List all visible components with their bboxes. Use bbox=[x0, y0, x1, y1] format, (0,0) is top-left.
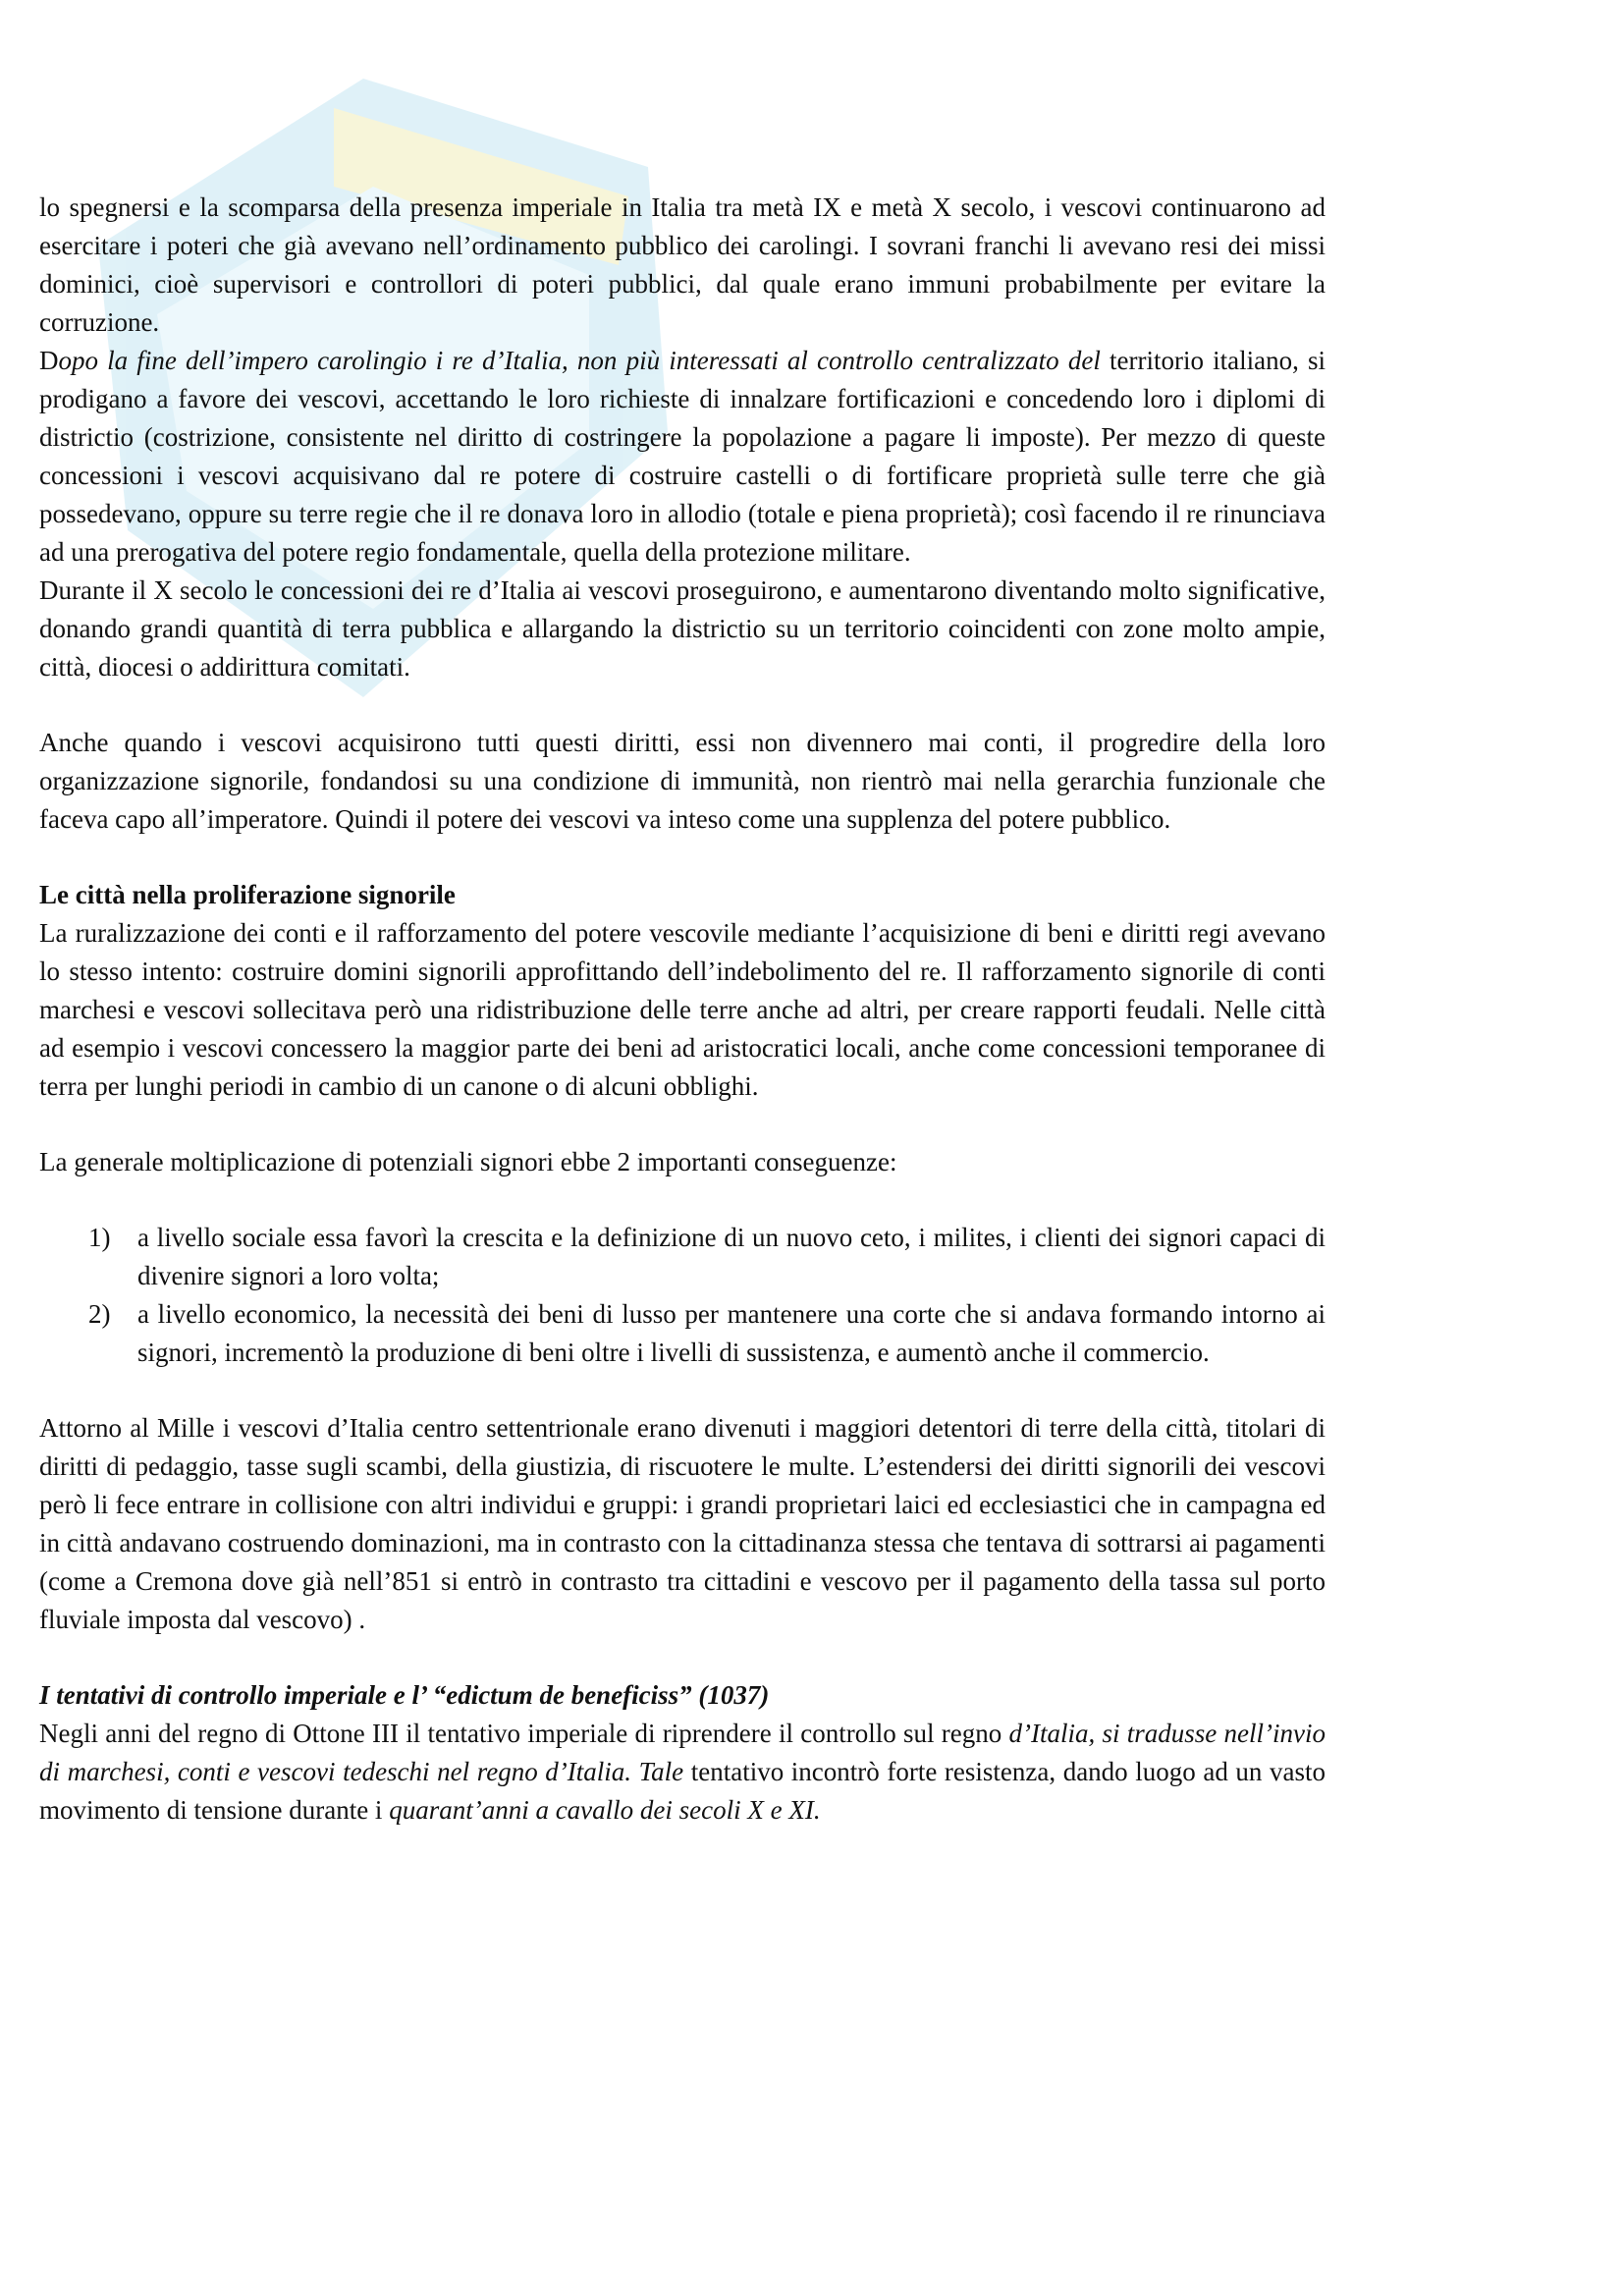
paragraph-2 bbox=[39, 342, 1326, 572]
spacer bbox=[39, 1106, 1326, 1143]
paragraph-5: La ruralizzazione dei conti e il rafforzamento del potere vescovile mediante l’acquisizione di beni e diritti regi avevano lo stesso intento: costruire domini signorili approfittando dell’indebolimento del re. Il rafforzamento signorile di conti marchesi e vescovi sollecitava però una ridistribuzione delle terre anche ad altri, per creare rapporti feudali. Nelle città ad esempio i vescovi concessero la maggior parte dei beni ad aristocratici locali, anche come concessioni temporanee di terra per lunghi periodi in cambio di un canone o di alcuni obblighi. bbox=[39, 918, 1326, 1101]
paragraph-4: Anche quando i vescovi acquisirono tutti questi diritti, essi non divennero mai conti, il progredire della loro organizzazione signorile, fondandosi su una condizione di immunità, non rientrò mai nella gerarchia funzionale che faceva capo all’imperatore. Quindi il potere dei vescovi va inteso come una supplenza del potere pubblico. bbox=[39, 728, 1326, 834]
consequences-list bbox=[39, 1219, 1326, 1372]
spacer bbox=[39, 1639, 1326, 1676]
section-heading-citta: Le città nella proliferazione signorile bbox=[39, 880, 456, 909]
list-item-number: 1) bbox=[88, 1223, 111, 1252]
paragraph-8-italic-2: quarant’anni a cavallo dei secoli X e XI. bbox=[389, 1795, 821, 1825]
spacer bbox=[39, 839, 1326, 876]
paragraph-2-lead: D bbox=[39, 346, 59, 375]
list-item bbox=[39, 1295, 1326, 1372]
section-heading-tentativi: I tentativi di controllo imperiale e l’ “edictum de beneficiss” (1037) bbox=[39, 1680, 770, 1710]
paragraph-8-italic: d’Italia, si tradusse nell’invio di marchesi, conti e vescovi tedeschi nel regno d’Italia. Tale bbox=[39, 1719, 1326, 1786]
list-item bbox=[39, 1219, 1326, 1295]
list-item-text: a livello economico, la necessità dei beni di lusso per mantenere una corte che si andava formando intorno ai signori, incrementò la produzione di beni oltre i livelli di sussistenza, e aumentò anche il commercio. bbox=[137, 1299, 1326, 1367]
spacer bbox=[39, 1181, 1326, 1219]
paragraph-7: Attorno al Mille i vescovi d’Italia centro settentrionale erano divenuti i maggiori detentori di terre della città, titolari di diritti di pedaggio, tasse sugli scambi, della giustizia, di riscuotere le multe. L’estendersi dei diritti signorili dei vescovi però li fece entrare in collisione con altri individui e gruppi: i grandi proprietari laici ed ecclesiastici che in campagna ed in città andavano costruendo dominazioni, ma in contrasto con la cittadinanza stessa che tentava di sottrarsi ai pagamenti (come a Cremona dove già nell’851 si entrò in contrasto tra cittadini e vescovo per il pagamento della tassa sul porto fluviale imposta dal vescovo) . bbox=[39, 1413, 1326, 1634]
list-item-text: a livello sociale essa favorì la crescita e la definizione di un nuovo ceto, i milites, i clienti dei signori capaci di divenire signori a loro volta; bbox=[137, 1223, 1326, 1290]
paragraph-8-plain: Negli anni del regno di Ottone III il tentativo imperiale di riprendere il controllo sul regno bbox=[39, 1719, 1009, 1748]
spacer bbox=[39, 686, 1326, 724]
list-item-number: 2) bbox=[88, 1299, 111, 1329]
spacer bbox=[39, 1372, 1326, 1409]
paragraph-1: lo spegnersi e la scomparsa della presenza imperiale in Italia tra metà IX e metà X secolo, i vescovi continuarono ad esercitare i poteri che già avevano nell’ordinamento pubblico dei carolingi. I sovrani franchi li avevano resi dei missi dominici, cioè supervisori e controllori di poteri pubblici, dal quale erano immuni probabilmente per evitare la corruzione. bbox=[39, 192, 1326, 337]
paragraph-6: La generale moltiplicazione di potenziali signori ebbe 2 importanti conseguenze: bbox=[39, 1147, 897, 1176]
paragraph-2-italic: opo la fine dell’impero carolingio i re d’Italia, non più interessati al controllo centralizzato del bbox=[58, 346, 1101, 375]
paragraph-8 bbox=[39, 1715, 1326, 1830]
paragraph-8-plain-2: tentativo incontrò forte resistenza, dando luogo ad un vasto movimento di tensione durante i bbox=[39, 1757, 1326, 1825]
document-page bbox=[39, 189, 1326, 1830]
paragraph-3: Durante il X secolo le concessioni dei re d’Italia ai vescovi proseguirono, e aumentarono diventando molto significative, donando grandi quantità di terra pubblica e allargando la districtio su un territorio coincidenti con zone molto ampie, città, diocesi o addirittura comitati. bbox=[39, 575, 1326, 682]
paragraph-2-rest: territorio italiano, si prodigano a favore dei vescovi, accettando le loro richieste di innalzare fortificazioni e concedendo loro i diplomi di districtio (costrizione, consistente nel diritto di costringere la popolazione a pagare li imposte). Per mezzo di queste concessioni i vescovi acquisivano dal re potere di costruire castelli o di fortificare proprietà sulle terre che già possedevano, oppure su terre regie che il re donava loro in allodio (totale e piena proprietà); così facendo il re rinunciava ad una prerogativa del potere regio fondamentale, quella della protezione militare. bbox=[39, 346, 1326, 567]
